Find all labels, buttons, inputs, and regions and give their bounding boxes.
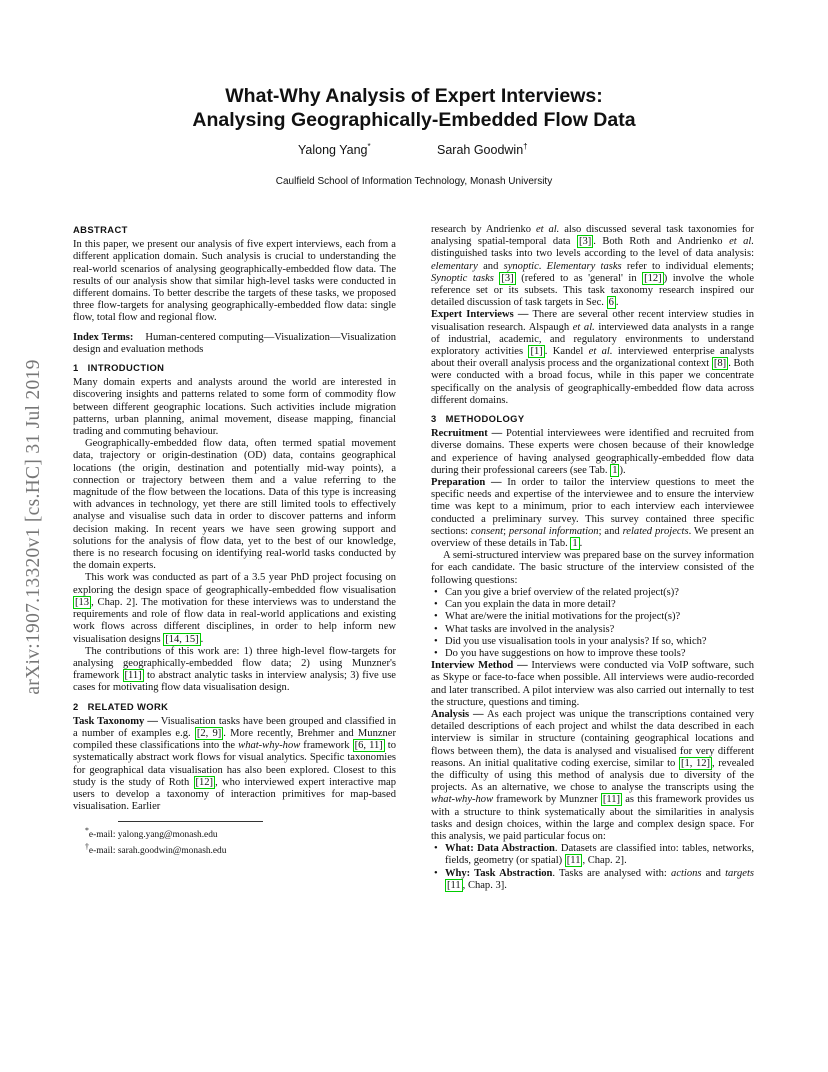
section-1-heading <box>73 362 396 374</box>
citation-link[interactable]: [2, 9] <box>196 727 222 739</box>
left-column <box>73 224 396 858</box>
bullet-text: . Datasets are classified into: tables, networks, fields, geometry (or spatial) <box>445 843 754 867</box>
task-taxonomy-paragraph <box>73 716 396 814</box>
ei-emphasis: et al. <box>588 346 613 358</box>
index-terms-text: Human-centered computing—Visualization—Visualization design and evaluation methods <box>73 331 397 355</box>
citation-link[interactable]: [11 <box>566 855 581 867</box>
citation-link[interactable]: [12] <box>644 272 662 284</box>
intro-paragraph-3 <box>73 572 396 645</box>
list-item: • Can you explain the data in more detail? <box>445 599 754 611</box>
intro-paragraph-1: Many domain experts and analysts around the world are interested in discovering insights and patterns related to some form of commodity flow between different geographic locations. Such activities include migration patterns, urban planning, animal movement, disease mapping, financial trading and commuting behaviour. <box>73 377 396 438</box>
tax-text: . More recently, Brehmer and Munzner compiled these classifications into the <box>73 727 396 752</box>
prep-text: . We present an overview of these details in Tab. <box>431 525 755 550</box>
index-terms <box>73 332 396 356</box>
prep-emphasis: related projects <box>622 525 689 537</box>
rw-text: . Both Roth and Andrienko <box>593 236 730 248</box>
footnote-rule <box>118 821 263 822</box>
rw-text: ) involve the whole reference set or its subsets. This task taxonomy research inspired our detailed discussion of task targets in Sec. <box>431 272 755 309</box>
citation-link[interactable]: [14, 15] <box>165 633 199 645</box>
list-item: • What tasks are involved in the analysis? <box>445 624 754 636</box>
abstract-heading: ABSTRACT <box>73 224 128 235</box>
interview-method-paragraph <box>431 660 754 709</box>
citation-link[interactable]: [8] <box>713 358 727 370</box>
rw-emphasis: et al. <box>535 224 560 235</box>
intro-p3-text-a: This work was conducted as part of a 3.5 year PhD project focusing on exploring the design space of geographically-embedded flow visualisation <box>73 572 396 596</box>
intro-p4-text-b: to abstract analytic tasks in interview analysis; 3) five use cases for motivating flow data visualisation design. <box>73 670 396 694</box>
ei-emphasis: et al. <box>572 321 595 333</box>
list-item <box>445 868 754 892</box>
table-link[interactable]: 1 <box>572 538 578 550</box>
an-text: , revealed the difficulty of using this method of analysis due to diversity of the projects. As an alternative, we chose to analyse the transcripts using the <box>431 757 754 794</box>
rec-text: ). <box>619 464 626 476</box>
bullet-text: , Chap. 3]. <box>462 879 507 891</box>
list-item: • Do you have suggestions on how to improve these tools? <box>445 648 754 660</box>
intro-paragraph-2: Geographically-embedded flow data, often termed spatial movement data, trajectory or origin-destination (OD) data, contains geographical locations (the origin, destination and potentially mid-way points), a connection or trajectory between them and a value referring to the magnitude of the flow between the locations. Data of this type is increasing with advances in technology, yet there are still limited tools to effectively analyse and visualise such data in order to discover patterns and inform decision making. In recent years we have seen growing support and solutions for the analysis of flow data, yet to the best of our knowledge, there is no research focusing on identifying real-world tasks conducted by the domain experts. <box>73 438 396 572</box>
list-item: • Did you use visualisation tools in your analysis? If so, which? <box>445 636 754 648</box>
list-item: • What are/were the initial motivations for the project(s)? <box>445 611 754 623</box>
an-emphasis: what-why-how <box>431 794 494 806</box>
ei-text: There are several other recent interview studies in visualisation research. Alspaugh <box>431 309 754 333</box>
paper-title <box>0 84 828 132</box>
bullet-label: What: Data Abstraction <box>445 843 555 855</box>
citation-link[interactable]: [3] <box>578 236 592 248</box>
related-work-continued <box>431 224 754 309</box>
rw-emphasis: Synoptic tasks <box>431 272 494 284</box>
arxiv-stamp <box>22 292 46 762</box>
rw-emphasis: elementary <box>431 260 478 272</box>
interview-method-label: Interview Method — <box>431 660 528 672</box>
an-text: as this framework provides us with a structure to think systematically about the similarities in analysis tasks and design choices, within the large and complex design space. For this analysis, we paid particular focus on: <box>431 794 754 842</box>
expert-interviews-paragraph <box>431 309 754 407</box>
right-column <box>431 224 754 892</box>
tax-text: Visualisation tasks have been grouped and classified in a number of examples e.g. <box>73 715 396 739</box>
abstract-text: In this paper, we present our analysis of five expert interviews, each from a different application domain. Such analysis is crucial to understanding the real-world scenarios of analysing geographically-embedded flow data. The results of our analysis show that similar high-level tasks were conducted in different domains. To better describe the targets of these tasks, we proposed three flow-targets for analysing geographically-embedded flow data: single flow, total flow and regional flow. <box>73 239 396 324</box>
semi-structured-paragraph: A semi-structured interview was prepared base on the survey information for each candidate. The basic structure of the interview consisted of the following questions: <box>431 550 754 586</box>
citation-link[interactable]: [1] <box>530 346 543 358</box>
section-link[interactable]: 6 <box>608 297 614 309</box>
tax-text: framework <box>300 740 353 752</box>
citation-link[interactable]: [11] <box>124 670 142 682</box>
section-3-heading <box>431 413 754 425</box>
prep-emphasis: consent <box>470 525 504 537</box>
affiliation: Caulfield School of Information Technology, Monash University <box>275 176 553 187</box>
prep-text: ; and <box>598 525 623 537</box>
citation-link[interactable]: [1, 12] <box>680 757 711 769</box>
rw-text: distinguished tasks into two levels according to the level of data analysis: <box>431 248 754 260</box>
author-2-name: Sarah Goodwin <box>437 143 524 158</box>
tax-text: , who interviewed expert interactive map users to develop a taxonomy of interaction primitives for map-based visualisation. Earlier <box>73 776 396 813</box>
list-item <box>445 843 754 867</box>
title-line-1: What-Why Analysis of Expert Interviews: <box>225 85 603 107</box>
citation-link[interactable]: [13 <box>75 596 90 608</box>
rw-emphasis: synoptic <box>503 260 539 272</box>
analysis-list <box>431 843 754 892</box>
citation-link[interactable]: [6, 11] <box>354 740 383 752</box>
arxiv-id: arXiv:1907.13320v1 [cs.HC] 31 Jul 2019 <box>23 359 44 695</box>
section-2-heading <box>73 701 396 713</box>
intro-p3-text-b: , Chap. 2]. The motivation for these interviews was to understand the requirements and role of flow data in real-world applications and existing work flows across different disciplines, in order to help inform new visualisation designs <box>73 596 396 645</box>
interview-method-text: Interviews were conducted via VoIP software, such as Skype or face-to-face when possible. All interviews were audio-recorded and later transcribed. A pilot interview was also carried out internally to test the structure, questions and timing. <box>431 660 754 708</box>
bullet-text: and <box>701 867 726 879</box>
bullet-label: Why: Task Abstraction <box>445 867 553 879</box>
rw-text: and <box>477 260 504 272</box>
citation-link[interactable]: [11 <box>447 879 461 891</box>
prep-text: In order to tailor the interview questions to meet the specific needs and expertise of the interviewee and to ensure the interview time was kept to a minimum, prior to each interview each interviewee conducted a preliminary survey. This survey contained three specific sections: <box>431 477 754 537</box>
rw-text: research by Andrienko <box>431 224 536 235</box>
an-text: framework by Munzner <box>493 794 601 806</box>
rec-text: Potential interviewees were identified and recruited from diverse domains. These experts were chosen because of their knowledge and experience of having analysed geographically-embedded flow data during their professional careers (see Tab. <box>431 428 754 476</box>
list-item: • Can you give a brief overview of the related project(s)? <box>445 587 754 599</box>
prep-emphasis: personal information <box>508 525 599 537</box>
author-1 <box>298 142 371 157</box>
table-link[interactable]: 1 <box>612 464 618 476</box>
footnote-2-text: e-mail: sarah.goodwin@monash.edu <box>88 846 227 857</box>
intro-p3-text-c: . <box>200 633 204 645</box>
analysis-paragraph <box>431 709 754 843</box>
citation-link[interactable]: [3] <box>501 272 514 284</box>
rw-emphasis: et al. <box>729 236 754 248</box>
intro-paragraph-4 <box>73 646 396 695</box>
section-1-title: INTRODUCTION <box>87 362 165 374</box>
an-text: As each project was unique the transcriptions contained very detailed descriptions of each project and whilst the data described in each interview is similar in structure (containing geographical locations and flows between them), the data is analysed and visualised for very different reasons. An initial qualitative coding exercise, similar to <box>431 708 754 769</box>
preparation-paragraph <box>431 477 754 550</box>
rw-text: also discussed several task taxonomies for analysing spatial-temporal data <box>431 224 754 248</box>
bullet-text: . Tasks are analysed with: <box>552 867 672 879</box>
rw-text: refer to individual elements; <box>621 260 754 272</box>
footnote-1-text: e-mail: yalong.yang@monash.edu <box>88 830 218 841</box>
ei-text: interviewed enterprise analysts about their overall analysis process and the organizational context <box>431 346 754 370</box>
section-2-number: 2 <box>73 700 79 712</box>
question-list <box>431 587 754 660</box>
footnote-2 <box>73 841 396 857</box>
author-1-mark: * <box>367 142 371 151</box>
task-taxonomy-label: Task Taxonomy — <box>73 715 158 727</box>
footnote-2-mark: † <box>85 842 89 852</box>
author-2-mark: † <box>523 142 528 151</box>
title-line-2: Analysing Geographically-Embedded Flow Data <box>192 109 636 131</box>
preparation-label: Preparation — <box>431 477 502 489</box>
rw-text: . <box>615 297 619 309</box>
rw-text: (refered to as 'general' in <box>515 272 643 284</box>
index-terms-label: Index Terms: <box>73 331 134 343</box>
section-3-number: 3 <box>431 413 437 425</box>
ei-text: . Kandel <box>544 346 589 358</box>
author-2 <box>437 142 528 157</box>
bullet-text: , Chap. 2]. <box>582 855 627 867</box>
rw-emphasis: Elementary tasks <box>546 260 622 272</box>
section-3-title: METHODOLOGY <box>445 413 525 425</box>
recruitment-label: Recruitment — <box>431 428 503 440</box>
author-1-name: Yalong Yang <box>298 143 368 158</box>
tax-emphasis: what-why-how <box>238 740 301 752</box>
footnote-1-mark: * <box>85 826 89 836</box>
bullet-emphasis: targets <box>725 867 754 879</box>
ei-text: interviewed data analysts in a range of industrial, academic, and regulatory environments to understand exploratory activities <box>431 321 754 358</box>
recruitment-paragraph <box>431 428 754 477</box>
citation-link[interactable]: [11] <box>602 794 620 806</box>
section-1-number: 1 <box>73 362 79 374</box>
intro-p4-text-a: The contributions of this work are: 1) three high-level flow-targets for analysing geographically-embedded flow data; 2) using Munzner's framework <box>73 645 396 682</box>
citation-link[interactable]: [12] <box>195 776 214 788</box>
rw-text: . <box>538 260 547 272</box>
expert-interviews-label: Expert Interviews — <box>431 309 529 321</box>
prep-text: ; <box>503 525 509 537</box>
footnote-1 <box>73 825 396 841</box>
prep-text: . <box>579 538 583 550</box>
section-2-title: RELATED WORK <box>87 700 169 712</box>
bullet-emphasis: actions <box>671 867 702 879</box>
tax-text: to systematically abstract work flows for visual analytics. Specific taxonomies for geographical data visualisation has also been explored. Closest to this study is the study of Roth <box>73 740 396 788</box>
analysis-label: Analysis — <box>431 708 484 720</box>
ei-text: . Both were conducted with a broad focus, while in this paper we concentrate specifically on the analysis of geographically-embedded flow data across different domains. <box>431 358 754 406</box>
